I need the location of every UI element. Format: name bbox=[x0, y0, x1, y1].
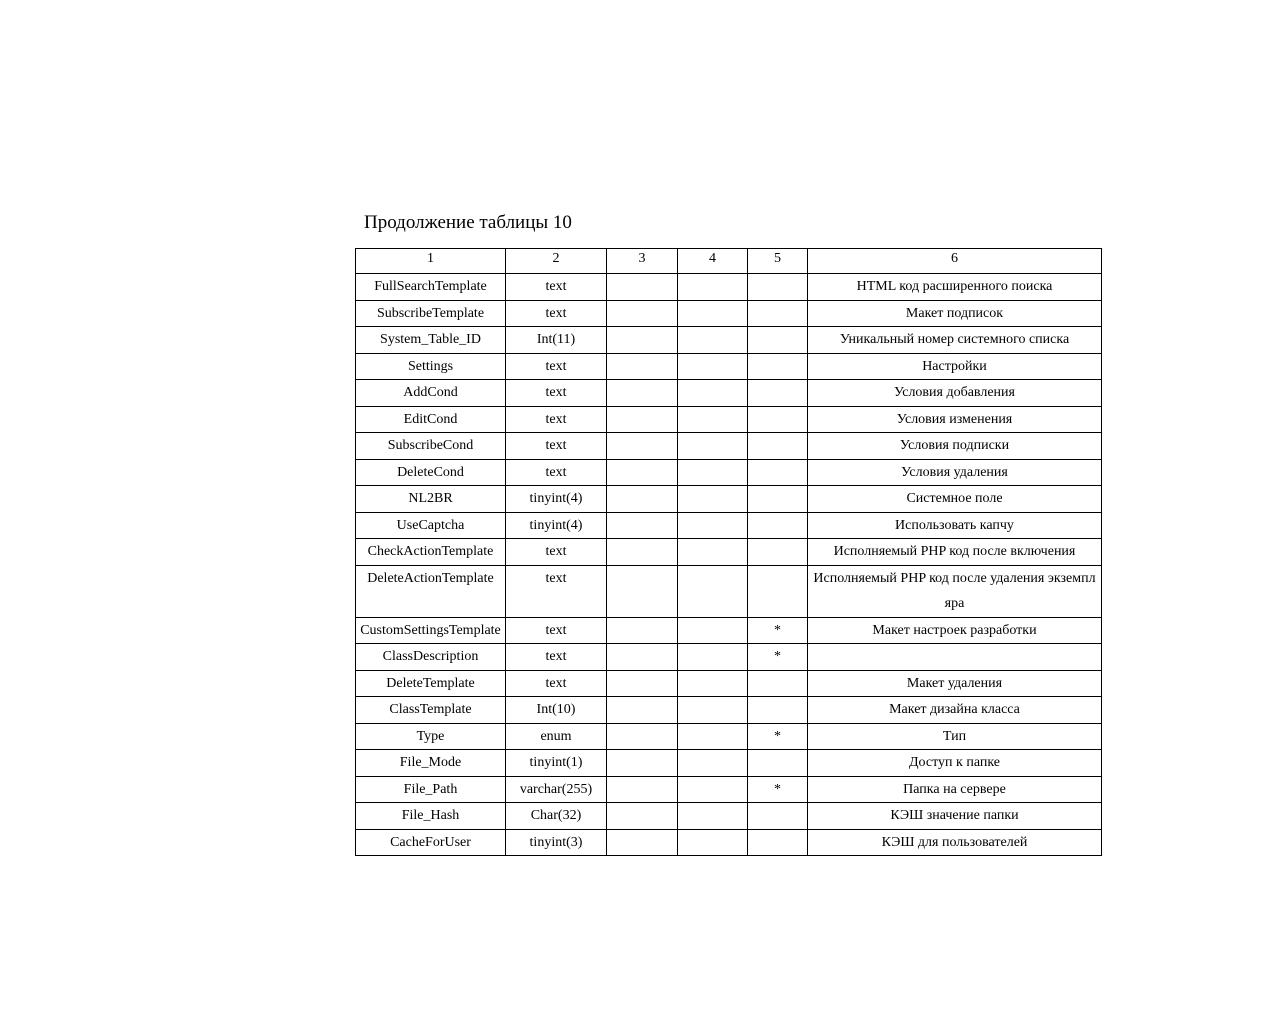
header-cell-5: 5 bbox=[748, 249, 808, 274]
cell-description: Использовать капчу bbox=[808, 512, 1102, 539]
table-row bbox=[356, 617, 1102, 644]
cell-description: Исполняемый PHP код после включения bbox=[808, 539, 1102, 566]
cell-type: Char(32) bbox=[506, 803, 607, 830]
cell-col3 bbox=[607, 750, 678, 777]
cell-col5 bbox=[748, 380, 808, 407]
cell-col4 bbox=[678, 697, 748, 724]
cell-description: Макет дизайна класса bbox=[808, 697, 1102, 724]
cell-description: Тип bbox=[808, 723, 1102, 750]
table-row bbox=[356, 565, 1102, 617]
table-row bbox=[356, 697, 1102, 724]
cell-col5 bbox=[748, 829, 808, 856]
header-cell-1: 1 bbox=[356, 249, 506, 274]
cell-col5 bbox=[748, 803, 808, 830]
cell-description: Условия изменения bbox=[808, 406, 1102, 433]
cell-field-name: DeleteTemplate bbox=[356, 670, 506, 697]
cell-col3 bbox=[607, 803, 678, 830]
cell-field-name: SubscribeCond bbox=[356, 433, 506, 460]
cell-col5 bbox=[748, 512, 808, 539]
cell-type: text bbox=[506, 617, 607, 644]
cell-description: КЭШ значение папки bbox=[808, 803, 1102, 830]
cell-col4 bbox=[678, 644, 748, 671]
cell-type: varchar(255) bbox=[506, 776, 607, 803]
data-table bbox=[355, 248, 1102, 856]
cell-col5 bbox=[748, 697, 808, 724]
cell-col5 bbox=[748, 406, 808, 433]
table-row bbox=[356, 274, 1102, 301]
cell-field-name: ClassDescription bbox=[356, 644, 506, 671]
cell-col4 bbox=[678, 670, 748, 697]
cell-col5 bbox=[748, 300, 808, 327]
cell-col3 bbox=[607, 644, 678, 671]
cell-type: text bbox=[506, 300, 607, 327]
cell-field-name: Type bbox=[356, 723, 506, 750]
cell-description: Доступ к папке bbox=[808, 750, 1102, 777]
cell-type: text bbox=[506, 274, 607, 301]
cell-field-name: File_Hash bbox=[356, 803, 506, 830]
header-cell-4: 4 bbox=[678, 249, 748, 274]
cell-col3 bbox=[607, 512, 678, 539]
cell-col5: * bbox=[748, 776, 808, 803]
cell-col4 bbox=[678, 776, 748, 803]
cell-col3 bbox=[607, 486, 678, 513]
table-body bbox=[356, 249, 1102, 856]
cell-col4 bbox=[678, 433, 748, 460]
cell-description: Условия подписки bbox=[808, 433, 1102, 460]
cell-description: Системное поле bbox=[808, 486, 1102, 513]
cell-col4 bbox=[678, 803, 748, 830]
cell-col4 bbox=[678, 565, 748, 617]
cell-field-name: DeleteActionTemplate bbox=[356, 565, 506, 617]
cell-description: Условия удаления bbox=[808, 459, 1102, 486]
cell-col4 bbox=[678, 617, 748, 644]
cell-col4 bbox=[678, 274, 748, 301]
cell-col3 bbox=[607, 617, 678, 644]
cell-type: tinyint(4) bbox=[506, 486, 607, 513]
cell-description: Настройки bbox=[808, 353, 1102, 380]
cell-type: tinyint(1) bbox=[506, 750, 607, 777]
cell-field-name: SubscribeTemplate bbox=[356, 300, 506, 327]
table-row bbox=[356, 750, 1102, 777]
cell-description: Макет подписок bbox=[808, 300, 1102, 327]
cell-field-name: CustomSettingsTemplate bbox=[356, 617, 506, 644]
table-row bbox=[356, 539, 1102, 566]
table-row bbox=[356, 380, 1102, 407]
cell-col4 bbox=[678, 406, 748, 433]
table-row bbox=[356, 406, 1102, 433]
cell-col4 bbox=[678, 486, 748, 513]
cell-col4 bbox=[678, 353, 748, 380]
cell-col3 bbox=[607, 274, 678, 301]
cell-field-name: System_Table_ID bbox=[356, 327, 506, 354]
cell-type: enum bbox=[506, 723, 607, 750]
cell-col4 bbox=[678, 380, 748, 407]
cell-description: Исполняемый PHP код после удаления экземпляра bbox=[808, 565, 1102, 617]
cell-col5: * bbox=[748, 723, 808, 750]
cell-col3 bbox=[607, 353, 678, 380]
cell-col5 bbox=[748, 539, 808, 566]
cell-field-name: ClassTemplate bbox=[356, 697, 506, 724]
table-row bbox=[356, 644, 1102, 671]
cell-col3 bbox=[607, 670, 678, 697]
cell-col3 bbox=[607, 406, 678, 433]
cell-col5: * bbox=[748, 644, 808, 671]
cell-field-name: AddCond bbox=[356, 380, 506, 407]
cell-description: Условия добавления bbox=[808, 380, 1102, 407]
cell-col5 bbox=[748, 750, 808, 777]
table-row bbox=[356, 433, 1102, 460]
cell-field-name: File_Mode bbox=[356, 750, 506, 777]
cell-col4 bbox=[678, 300, 748, 327]
cell-description bbox=[808, 644, 1102, 671]
cell-description: КЭШ для пользователей bbox=[808, 829, 1102, 856]
cell-col4 bbox=[678, 539, 748, 566]
cell-col5 bbox=[748, 486, 808, 513]
cell-description: Макет настроек разработки bbox=[808, 617, 1102, 644]
cell-col5 bbox=[748, 353, 808, 380]
table-row bbox=[356, 829, 1102, 856]
header-cell-6: 6 bbox=[808, 249, 1102, 274]
cell-col3 bbox=[607, 776, 678, 803]
table-row bbox=[356, 723, 1102, 750]
cell-type: text bbox=[506, 433, 607, 460]
cell-type: text bbox=[506, 353, 607, 380]
cell-col4 bbox=[678, 327, 748, 354]
cell-field-name: CacheForUser bbox=[356, 829, 506, 856]
cell-type: text bbox=[506, 459, 607, 486]
cell-col5 bbox=[748, 459, 808, 486]
table-header-row bbox=[356, 249, 1102, 274]
cell-col4 bbox=[678, 750, 748, 777]
cell-field-name: DeleteCond bbox=[356, 459, 506, 486]
table-row bbox=[356, 776, 1102, 803]
cell-col3 bbox=[607, 697, 678, 724]
cell-type: text bbox=[506, 539, 607, 566]
cell-description: Папка на сервере bbox=[808, 776, 1102, 803]
cell-type: tinyint(4) bbox=[506, 512, 607, 539]
cell-description: Макет удаления bbox=[808, 670, 1102, 697]
cell-col3 bbox=[607, 723, 678, 750]
table-row bbox=[356, 670, 1102, 697]
cell-col5: * bbox=[748, 617, 808, 644]
cell-field-name: EditCond bbox=[356, 406, 506, 433]
cell-col3 bbox=[607, 327, 678, 354]
cell-field-name: File_Path bbox=[356, 776, 506, 803]
cell-col4 bbox=[678, 512, 748, 539]
cell-field-name: NL2BR bbox=[356, 486, 506, 513]
cell-field-name: Settings bbox=[356, 353, 506, 380]
cell-type: text bbox=[506, 380, 607, 407]
table-caption: Продолжение таблицы 10 bbox=[364, 212, 572, 233]
cell-field-name: UseCaptcha bbox=[356, 512, 506, 539]
cell-type: text bbox=[506, 406, 607, 433]
cell-description: HTML код расширенного поиска bbox=[808, 274, 1102, 301]
table-row bbox=[356, 327, 1102, 354]
table-row bbox=[356, 512, 1102, 539]
cell-type: Int(11) bbox=[506, 327, 607, 354]
table-row bbox=[356, 459, 1102, 486]
header-cell-2: 2 bbox=[506, 249, 607, 274]
cell-type: Int(10) bbox=[506, 697, 607, 724]
cell-col4 bbox=[678, 459, 748, 486]
cell-col3 bbox=[607, 459, 678, 486]
cell-col5 bbox=[748, 565, 808, 617]
cell-col3 bbox=[607, 565, 678, 617]
cell-col5 bbox=[748, 670, 808, 697]
cell-col5 bbox=[748, 274, 808, 301]
cell-col3 bbox=[607, 300, 678, 327]
cell-description: Уникальный номер системного списка bbox=[808, 327, 1102, 354]
cell-col4 bbox=[678, 723, 748, 750]
cell-col3 bbox=[607, 829, 678, 856]
cell-type: text bbox=[506, 565, 607, 617]
header-cell-3: 3 bbox=[607, 249, 678, 274]
cell-type: text bbox=[506, 670, 607, 697]
cell-col3 bbox=[607, 380, 678, 407]
cell-field-name: FullSearchTemplate bbox=[356, 274, 506, 301]
cell-col5 bbox=[748, 433, 808, 460]
table-row bbox=[356, 803, 1102, 830]
cell-col3 bbox=[607, 539, 678, 566]
table-row bbox=[356, 353, 1102, 380]
cell-type: text bbox=[506, 644, 607, 671]
table-row bbox=[356, 300, 1102, 327]
cell-type: tinyint(3) bbox=[506, 829, 607, 856]
cell-col5 bbox=[748, 327, 808, 354]
cell-col3 bbox=[607, 433, 678, 460]
cell-col4 bbox=[678, 829, 748, 856]
cell-field-name: CheckActionTemplate bbox=[356, 539, 506, 566]
table-row bbox=[356, 486, 1102, 513]
